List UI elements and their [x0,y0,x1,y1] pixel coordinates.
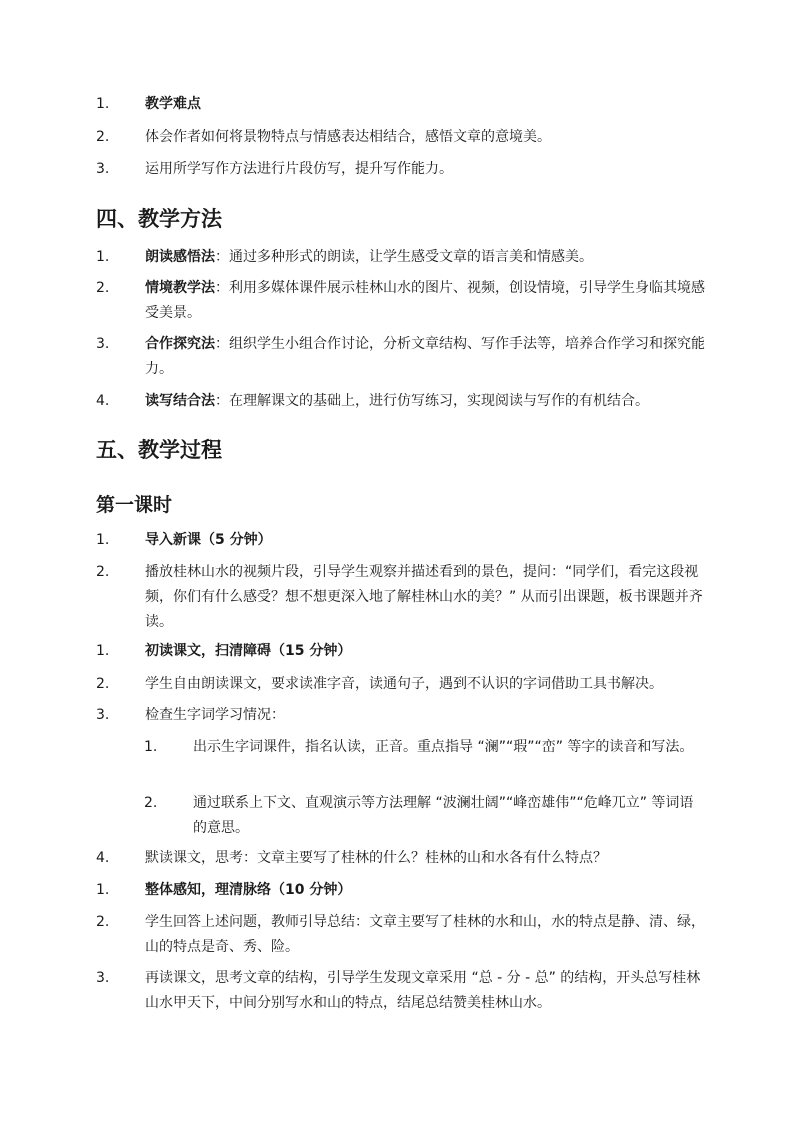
list-number: 1. [96,643,110,659]
term: 合作探究法 [145,336,215,352]
list-text: 播放桂林山水的视频片段，引导学生观察并描述看到的景色，提问：“同学们，看完这段视频，你们有什么感受？想不想更深入地了解桂林山水的美？” 从而引出课题，板书课题并齐读。 [145,564,703,630]
list-text: 运用所学写作方法进行片段仿写，提升写作能力。 [145,161,453,177]
list-text: 教学难点 [145,96,201,112]
list-text [145,332,705,382]
term: 朗读感悟法 [145,249,215,265]
separator: ： [215,249,229,265]
description: 组织学生小组合作讨论，分析文章结构、写作手法等，培养合作学习和探究能力。 [145,336,705,377]
list-number: 3. [96,707,110,723]
separator: ： [215,280,229,296]
list-text: 出示生字词课件，指名认读，正音。重点指导 “澜”“瑕”“峦” 等字的读音和写法。 [193,739,694,755]
sub-heading: 第一课时 [96,494,173,516]
list-text: 学生回答上述问题，教师引导总结：文章主要写了桂林的水和山，水的特点是静、清、绿，山的特点是奇、秀、险。 [145,914,705,955]
description: 通过多种形式的朗读，让学生感受文章的语言美和情感美。 [229,249,593,265]
list-number: 3. [96,161,110,177]
list-text: 再读课文，思考文章的结构，引导学生发现文章采用 “总 - 分 - 总” 的结构，开头总写桂林山水甲天下，中间分别写水和山的特点，结尾总结赞美桂林山水。 [145,970,701,1011]
list-text: 默读课文，思考：文章主要写了桂林的什么？桂林的山和水各有什么特点？ [145,850,607,866]
list-text: 体会作者如何将景物特点与情感表达相结合，感悟文章的意境美。 [145,129,551,145]
list-text [145,389,705,414]
list-text: 检查生字词学习情况： [145,707,285,723]
list-text: 整体感知，理清脉络（10 分钟） [145,882,352,898]
list-number: 3. [96,970,110,986]
list-number: 2. [144,795,158,811]
list-text: 初读课文，扫清障碍（15 分钟） [145,643,352,659]
list-number: 4. [96,393,110,409]
separator: ： [215,393,229,409]
list-number: 2. [96,914,110,930]
list-number: 3. [96,336,110,352]
list-number: 1. [96,532,110,548]
list-text [145,276,705,326]
list-number: 1. [96,882,110,898]
term: 情境教学法 [145,280,215,296]
section-heading: 五、教学过程 [96,438,222,462]
separator: ： [215,336,229,352]
term: 读写结合法 [145,393,215,409]
list-number: 4. [96,850,110,866]
list-number: 1. [96,249,110,265]
list-text [145,245,705,270]
list-number: 2. [96,564,110,580]
description: 利用多媒体课件展示桂林山水的图片、视频，创设情境，引导学生身临其境感受美景。 [145,280,705,321]
description: 在理解课文的基础上，进行仿写练习，实现阅读与写作的有机结合。 [229,393,649,409]
list-text: 通过联系上下文、直观演示等方法理解 “波澜壮阔”“峰峦雄伟”“危峰兀立” 等词语的意思。 [193,795,694,836]
list-number: 2. [96,129,110,145]
list-text: 学生自由朗读课文，要求读准字音，读通句子，遇到不认识的字词借助工具书解决。 [145,676,663,692]
list-number: 2. [96,676,110,692]
list-number: 1. [96,96,110,112]
section-heading: 四、教学方法 [96,207,222,231]
list-text: 导入新课（5 分钟） [145,532,272,548]
list-number: 1. [144,739,158,755]
list-number: 2. [96,280,110,296]
